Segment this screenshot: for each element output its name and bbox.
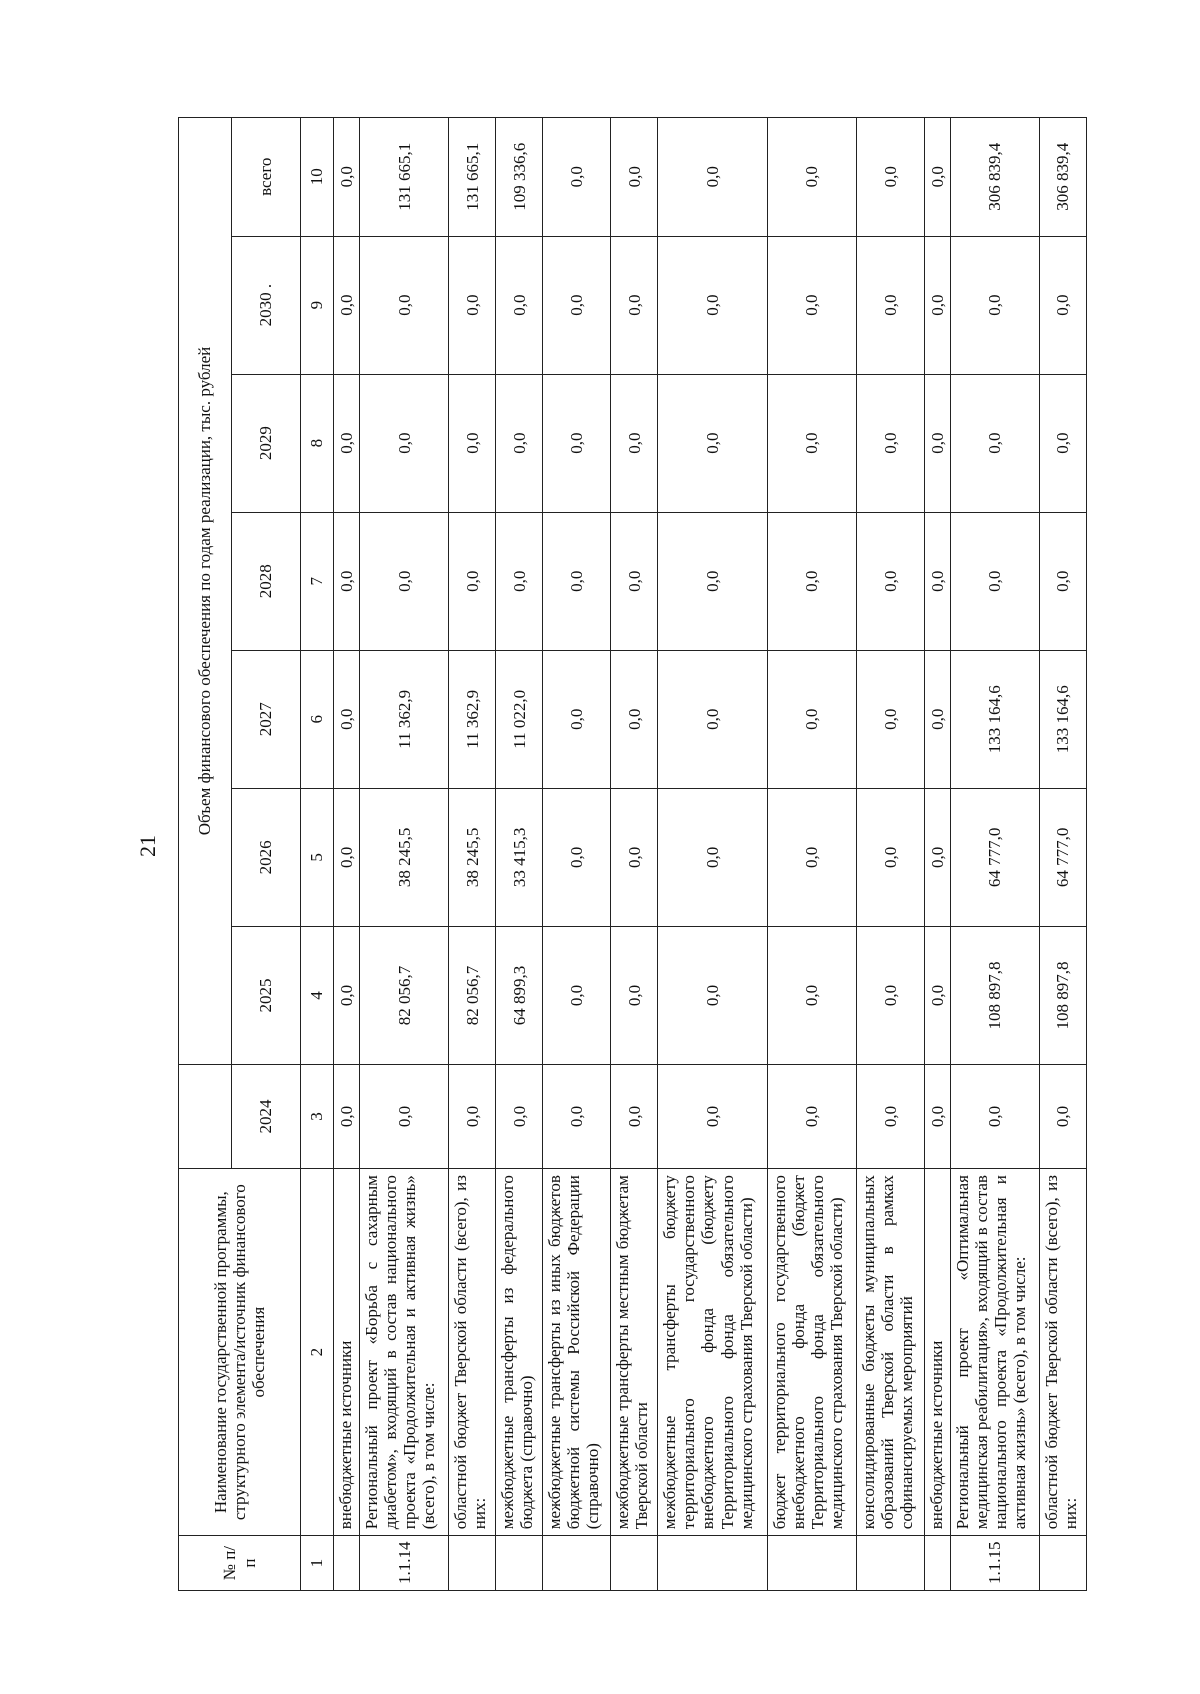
value-cell: 0,0: [856, 926, 924, 1064]
column-index-cell: 1: [301, 1536, 334, 1591]
header-year-2028: 2028: [232, 512, 301, 650]
value-cell: 0,0: [924, 926, 950, 1064]
value-cell: 0,0: [658, 1064, 768, 1168]
row-number: [496, 1536, 543, 1591]
value-cell: 82 056,7: [449, 926, 496, 1064]
value-cell: 0,0: [924, 236, 950, 374]
value-cell: 0,0: [768, 236, 857, 374]
table-row: [951, 118, 1040, 1591]
value-cell: 133 164,6: [1039, 650, 1086, 788]
row-number: [449, 1536, 496, 1591]
value-cell: 0,0: [496, 512, 543, 650]
value-cell: 0,0: [768, 512, 857, 650]
header-spacer: [179, 1064, 232, 1168]
value-cell: 108 897,8: [1039, 926, 1086, 1064]
value-cell: 0,0: [658, 374, 768, 512]
row-number: [658, 1536, 768, 1591]
value-cell: 0,0: [611, 374, 658, 512]
header-no: № п/п: [179, 1536, 301, 1591]
value-cell: 0,0: [658, 512, 768, 650]
value-cell: 0,0: [856, 650, 924, 788]
value-cell: 133 164,6: [951, 650, 1040, 788]
value-cell: 0,0: [611, 512, 658, 650]
value-cell: 0,0: [543, 1064, 611, 1168]
table-row: [360, 118, 449, 1591]
table-row: [449, 118, 496, 1591]
value-cell: 0,0: [768, 650, 857, 788]
value-cell: 0,0: [611, 650, 658, 788]
value-cell: 0,0: [496, 374, 543, 512]
value-cell: 0,0: [496, 236, 543, 374]
table-row: [658, 118, 768, 1591]
table-row: [924, 118, 950, 1591]
row-name: консолидированные бюджеты муниципальных образований Тверской области в рамках софинансируемых мероприятий: [856, 1169, 924, 1536]
value-cell: 0,0: [1039, 512, 1086, 650]
table-row: [1039, 118, 1086, 1591]
value-cell: 0,0: [768, 1064, 857, 1168]
value-cell: 0,0: [334, 926, 360, 1064]
column-index-cell: 7: [301, 512, 334, 650]
header-year-2026: 2026: [232, 788, 301, 926]
value-cell: 0,0: [334, 236, 360, 374]
value-cell: 0,0: [658, 650, 768, 788]
table-row: [334, 118, 360, 1591]
header-name: Наименование государственной программы, структурного элемента/источник финансового обеспечения: [179, 1169, 301, 1536]
value-cell: 0,0: [768, 926, 857, 1064]
table-row: [611, 118, 658, 1591]
value-cell: 0,0: [1039, 1064, 1086, 1168]
row-name: Региональный проект «Оптимальная медицинская реабилитация», входящий в состав национального проекта «Продолжительная и активная жизнь» (всего), в том числе:: [951, 1169, 1040, 1536]
value-cell: 0,0: [449, 236, 496, 374]
value-cell: 11 362,9: [449, 650, 496, 788]
row-name: внебюджетные источники: [924, 1169, 950, 1536]
value-cell: 0,0: [543, 118, 611, 237]
row-name: Региональный проект «Борьба с сахарным диабетом», входящий в состав национального проекта «Продолжительная и активная жизнь» (всего), в том числе:: [360, 1169, 449, 1536]
value-cell: 0,0: [611, 926, 658, 1064]
value-cell: 0,0: [334, 118, 360, 237]
value-cell: 0,0: [768, 118, 857, 237]
value-cell: 38 245,5: [360, 788, 449, 926]
value-cell: 0,0: [449, 512, 496, 650]
value-cell: 0,0: [1039, 236, 1086, 374]
value-cell: 0,0: [611, 236, 658, 374]
value-cell: 306 839,4: [1039, 118, 1086, 237]
value-cell: 0,0: [449, 374, 496, 512]
value-cell: 11 362,9: [360, 650, 449, 788]
value-cell: 0,0: [768, 788, 857, 926]
value-cell: 64 777,0: [1039, 788, 1086, 926]
value-cell: 64 899,3: [496, 926, 543, 1064]
row-name: бюджет территориального государственного внебюджетного фонда (бюджет Территориального фонда обязательного медицинского страхования Тверской области): [768, 1169, 857, 1536]
row-number: 1.1.14: [360, 1536, 449, 1591]
row-number: [611, 1536, 658, 1591]
value-cell: 0,0: [543, 236, 611, 374]
value-cell: 11 022,0: [496, 650, 543, 788]
value-cell: 109 336,6: [496, 118, 543, 237]
column-index-cell: 4: [301, 926, 334, 1064]
value-cell: 0,0: [924, 374, 950, 512]
column-index-row: [301, 118, 334, 1591]
value-cell: 131 665,1: [360, 118, 449, 237]
table-row: [856, 118, 924, 1591]
value-cell: 108 897,8: [951, 926, 1040, 1064]
header-total: всего: [232, 118, 301, 237]
header-year-2024: 2024: [232, 1064, 301, 1168]
value-cell: 82 056,7: [360, 926, 449, 1064]
value-cell: 0,0: [856, 236, 924, 374]
row-number: [334, 1536, 360, 1591]
value-cell: 0,0: [924, 118, 950, 237]
header-year-2029: 2029: [232, 374, 301, 512]
value-cell: 0,0: [360, 1064, 449, 1168]
value-cell: 0,0: [449, 1064, 496, 1168]
value-cell: 64 777,0: [951, 788, 1040, 926]
value-cell: 0,0: [951, 374, 1040, 512]
row-name: межбюджетные трансферты из федерального бюджета (справочно): [496, 1169, 543, 1536]
header-year-2025: 2025: [232, 926, 301, 1064]
value-cell: 0,0: [658, 118, 768, 237]
value-cell: 0,0: [951, 236, 1040, 374]
value-cell: 0,0: [360, 512, 449, 650]
column-index-cell: 10: [301, 118, 334, 237]
value-cell: 0,0: [924, 650, 950, 788]
value-cell: 0,0: [924, 512, 950, 650]
value-cell: 0,0: [360, 236, 449, 374]
value-cell: 0,0: [334, 788, 360, 926]
row-number: [768, 1536, 857, 1591]
value-cell: 0,0: [496, 1064, 543, 1168]
value-cell: 0,0: [856, 788, 924, 926]
financing-table: [178, 117, 1087, 1591]
column-index-cell: 6: [301, 650, 334, 788]
row-name: областной бюджет Тверской области (всего), из них:: [1039, 1169, 1086, 1536]
value-cell: 131 665,1: [449, 118, 496, 237]
value-cell: 0,0: [334, 650, 360, 788]
value-cell: 0,0: [611, 788, 658, 926]
page-number: 21: [135, 835, 160, 857]
header-row-group: [179, 118, 232, 1591]
column-index-cell: 2: [301, 1169, 334, 1536]
row-name: межбюджетные трансферты из иных бюджетов бюджетной системы Российской Федерации (справочно): [543, 1169, 611, 1536]
header-financing-group: Объем финансового обеспечения по годам реализации, тыс. рублей: [179, 118, 232, 1065]
column-index-cell: 5: [301, 788, 334, 926]
row-number: [543, 1536, 611, 1591]
row-number: 1.1.15: [951, 1536, 1040, 1591]
table-row: [768, 118, 857, 1591]
value-cell: 0,0: [543, 512, 611, 650]
value-cell: 0,0: [543, 650, 611, 788]
row-name: областной бюджет Тверской области (всего), из них:: [449, 1169, 496, 1536]
value-cell: 33 415,3: [496, 788, 543, 926]
financing-table-sheet: [178, 117, 1087, 1591]
column-index-cell: 3: [301, 1064, 334, 1168]
table-row: [496, 118, 543, 1591]
value-cell: 0,0: [924, 1064, 950, 1168]
row-name: межбюджетные трансферты бюджету территориального государственного внебюджетного фонда (бюджету Территориального фонда обязательного медицинского страхования Тверской области): [658, 1169, 768, 1536]
value-cell: 0,0: [856, 512, 924, 650]
value-cell: 306 839,4: [951, 118, 1040, 237]
value-cell: 0,0: [951, 1064, 1040, 1168]
value-cell: 0,0: [360, 374, 449, 512]
value-cell: 0,0: [658, 788, 768, 926]
value-cell: 0,0: [658, 236, 768, 374]
value-cell: 0,0: [856, 374, 924, 512]
value-cell: 0,0: [543, 926, 611, 1064]
header-year-2027: 2027: [232, 650, 301, 788]
value-cell: 0,0: [856, 118, 924, 237]
row-number: [1039, 1536, 1086, 1591]
value-cell: 0,0: [658, 926, 768, 1064]
value-cell: 0,0: [543, 374, 611, 512]
column-index-cell: 8: [301, 374, 334, 512]
value-cell: 0,0: [334, 374, 360, 512]
value-cell: 0,0: [334, 512, 360, 650]
value-cell: 38 245,5: [449, 788, 496, 926]
row-number: [924, 1536, 950, 1591]
header-year-2030: 2030 .: [232, 236, 301, 374]
value-cell: 0,0: [611, 1064, 658, 1168]
value-cell: 0,0: [1039, 374, 1086, 512]
value-cell: 0,0: [856, 1064, 924, 1168]
value-cell: 0,0: [768, 374, 857, 512]
value-cell: 0,0: [951, 512, 1040, 650]
row-name: внебюджетные источники: [334, 1169, 360, 1536]
value-cell: 0,0: [611, 118, 658, 237]
value-cell: 0,0: [334, 1064, 360, 1168]
table-row: [543, 118, 611, 1591]
value-cell: 0,0: [924, 788, 950, 926]
row-name: межбюджетные трансферты местным бюджетам Тверской области: [611, 1169, 658, 1536]
column-index-cell: 9: [301, 236, 334, 374]
row-number: [856, 1536, 924, 1591]
value-cell: 0,0: [543, 788, 611, 926]
